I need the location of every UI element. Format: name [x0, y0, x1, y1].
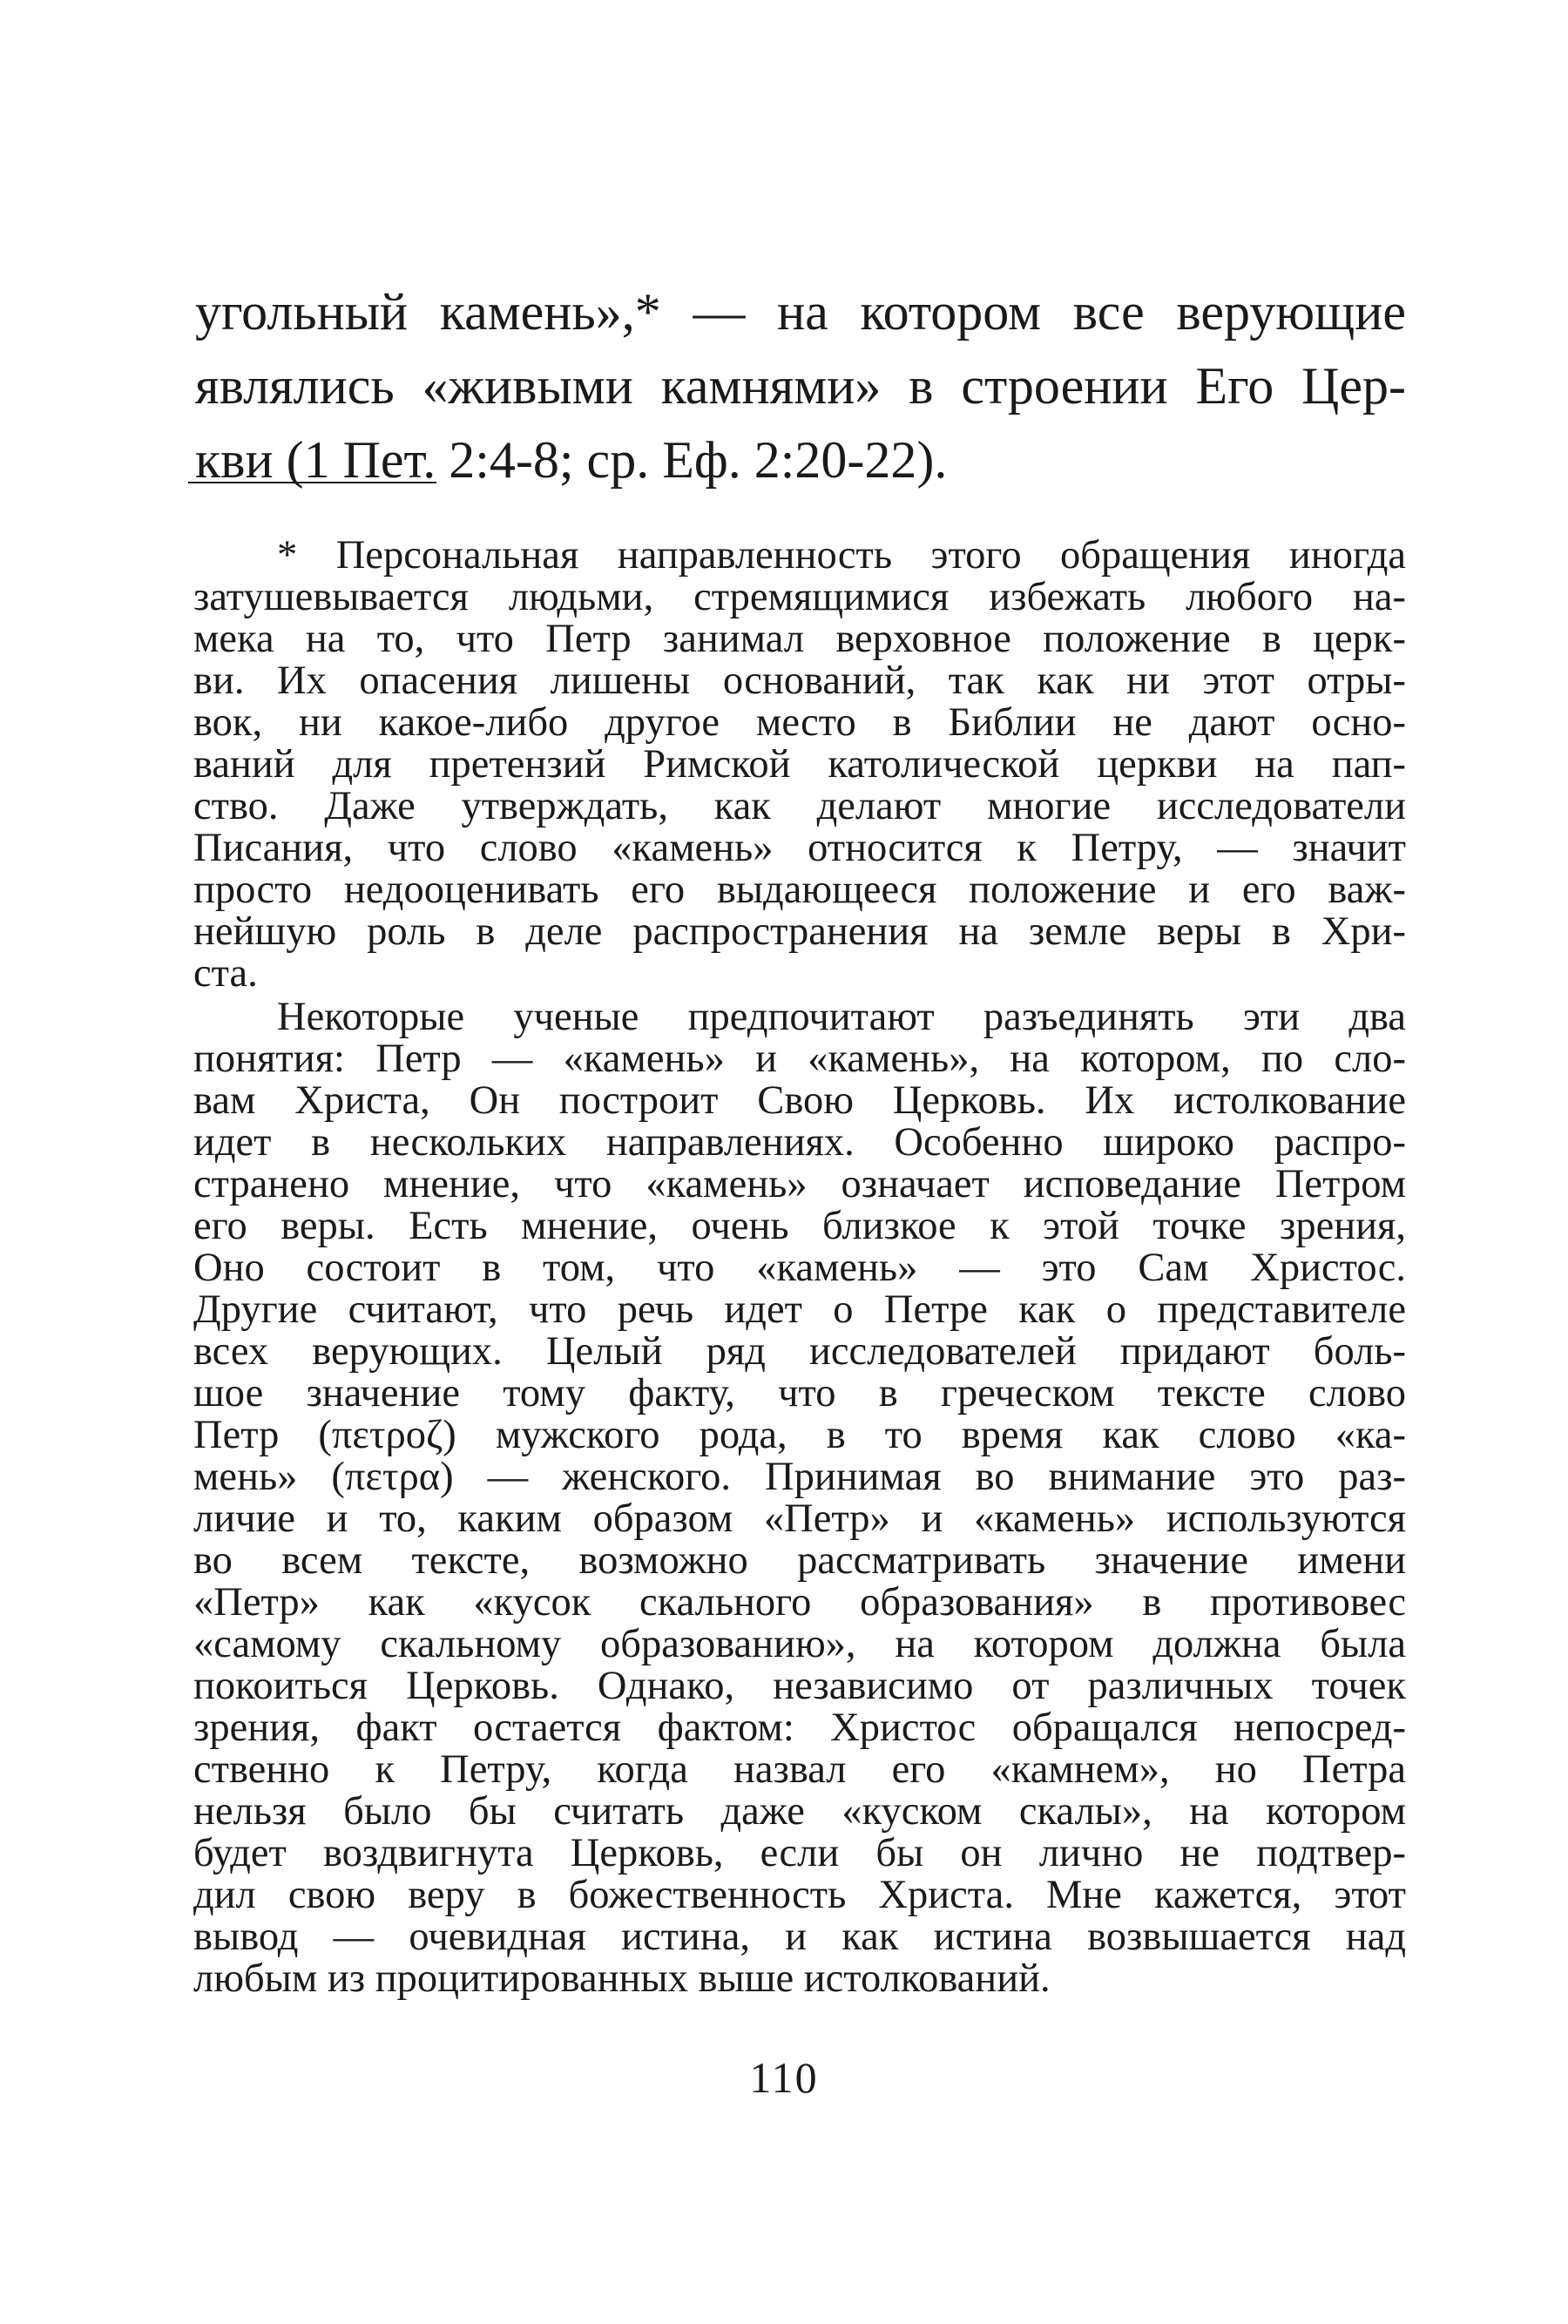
main-text-line: угольный камень»,* — на котором все верующие [195, 283, 1406, 341]
footnote-line: «самому скальному образованию», на котором должна была [193, 1622, 1406, 1666]
footnote-line: вок, ни какое-либо другое место в Библии не дают осно- [193, 700, 1406, 745]
footnote-line: нельзя было бы считать даже «куском скалы», на котором [193, 1789, 1406, 1834]
footnote-line: Другие считают, что речь идет о Петре как о представителе [193, 1287, 1406, 1332]
footnote-line: мень» (πετρα) — женского. Принимая во внимание это раз- [193, 1455, 1406, 1499]
footnote-line: Некоторые ученые предпочитают разъединять эти два [277, 995, 1406, 1039]
footnote-line: вам Христа, Он построит Свою Церковь. Их истолкование [193, 1078, 1406, 1123]
footnote-line: любым из процитированных выше истолкований. [193, 1956, 1051, 2001]
footnote-paragraph-1 [193, 535, 1406, 995]
main-text-line: кви (1 Пет. 2:4-8; ср. Еф. 2:20-22). [195, 431, 948, 489]
footnote-line: шое значение тому факту, что в греческом тексте слово [193, 1371, 1406, 1415]
footnote-line: дил свою веру в божественность Христа. Мне кажется, этот [193, 1873, 1406, 1917]
footnote-line: зрения, факт остается фактом: Христос обращался непосред- [193, 1706, 1406, 1750]
page-number: 110 [749, 2053, 819, 2102]
footnote-line: ство. Даже утверждать, как делают многие исследователи [193, 784, 1406, 828]
footnote-line: ваний для претензий Римской католической церкви на пап- [193, 742, 1406, 787]
footnote-line: ви. Их опасения лишены оснований, так как ни этот отры- [193, 659, 1406, 703]
footnote-line: идет в нескольких направлениях. Особенно широко распро- [193, 1120, 1406, 1165]
footnote-line: ста. [193, 951, 258, 996]
footnote-line: всех верующих. Целый ряд исследователей придают боль- [193, 1329, 1406, 1374]
footnote-line: просто недооценивать его выдающееся положение и его важ- [193, 868, 1406, 912]
footnote-separator [188, 482, 436, 483]
footnote [193, 535, 1406, 2000]
footnote-paragraph-2 [193, 996, 1406, 2000]
footnote-line: затушевывается людьми, стремящимися избежать любого на- [193, 575, 1406, 619]
footnote-line: вывод — очевидная истина, и как истина возвышается над [193, 1915, 1406, 1959]
footnote-line: покоиться Церковь. Однако, независимо от различных точек [193, 1664, 1406, 1708]
footnote-line: странено мнение, что «камень» означает исповедание Петром [193, 1162, 1406, 1206]
footnote-line: во всем тексте, возможно рассматривать значение имени [193, 1538, 1406, 1583]
footnote-line: будет воздвигнута Церковь, если бы он лично не подтвер- [193, 1831, 1406, 1875]
footnote-line: «Петр» как «кусок скального образования» в противовес [193, 1580, 1406, 1625]
footnote-line: нейшую роль в деле распространения на земле веры в Хри- [193, 909, 1406, 954]
footnote-line: мека на то, что Петр занимал верховное положение в церк- [193, 617, 1406, 661]
footnote-line: Писания, что слово «камень» относится к Петру, — значит [193, 826, 1406, 870]
footnote-line: Петр (πετροζ) мужского рода, в то время как слово «ка- [193, 1413, 1406, 1457]
footnote-line: понятия: Петр — «камень» и «камень», на котором, по сло- [193, 1037, 1406, 1081]
footnote-line: * Персональная направленность этого обращения иногда [277, 533, 1406, 578]
main-text [195, 275, 1406, 497]
footnote-line: его веры. Есть мнение, очень близкое к этой точке зрения, [193, 1204, 1406, 1248]
footnote-line: Оно состоит в том, что «камень» — это Сам Христос. [193, 1246, 1406, 1290]
main-text-line: являлись «живыми камнями» в строении Его Цер- [195, 357, 1406, 415]
footnote-line: ственно к Петру, когда назвал его «камнем», но Петра [193, 1747, 1406, 1792]
footnote-line: личие и то, каким образом «Петр» и «камень» используются [193, 1496, 1406, 1541]
